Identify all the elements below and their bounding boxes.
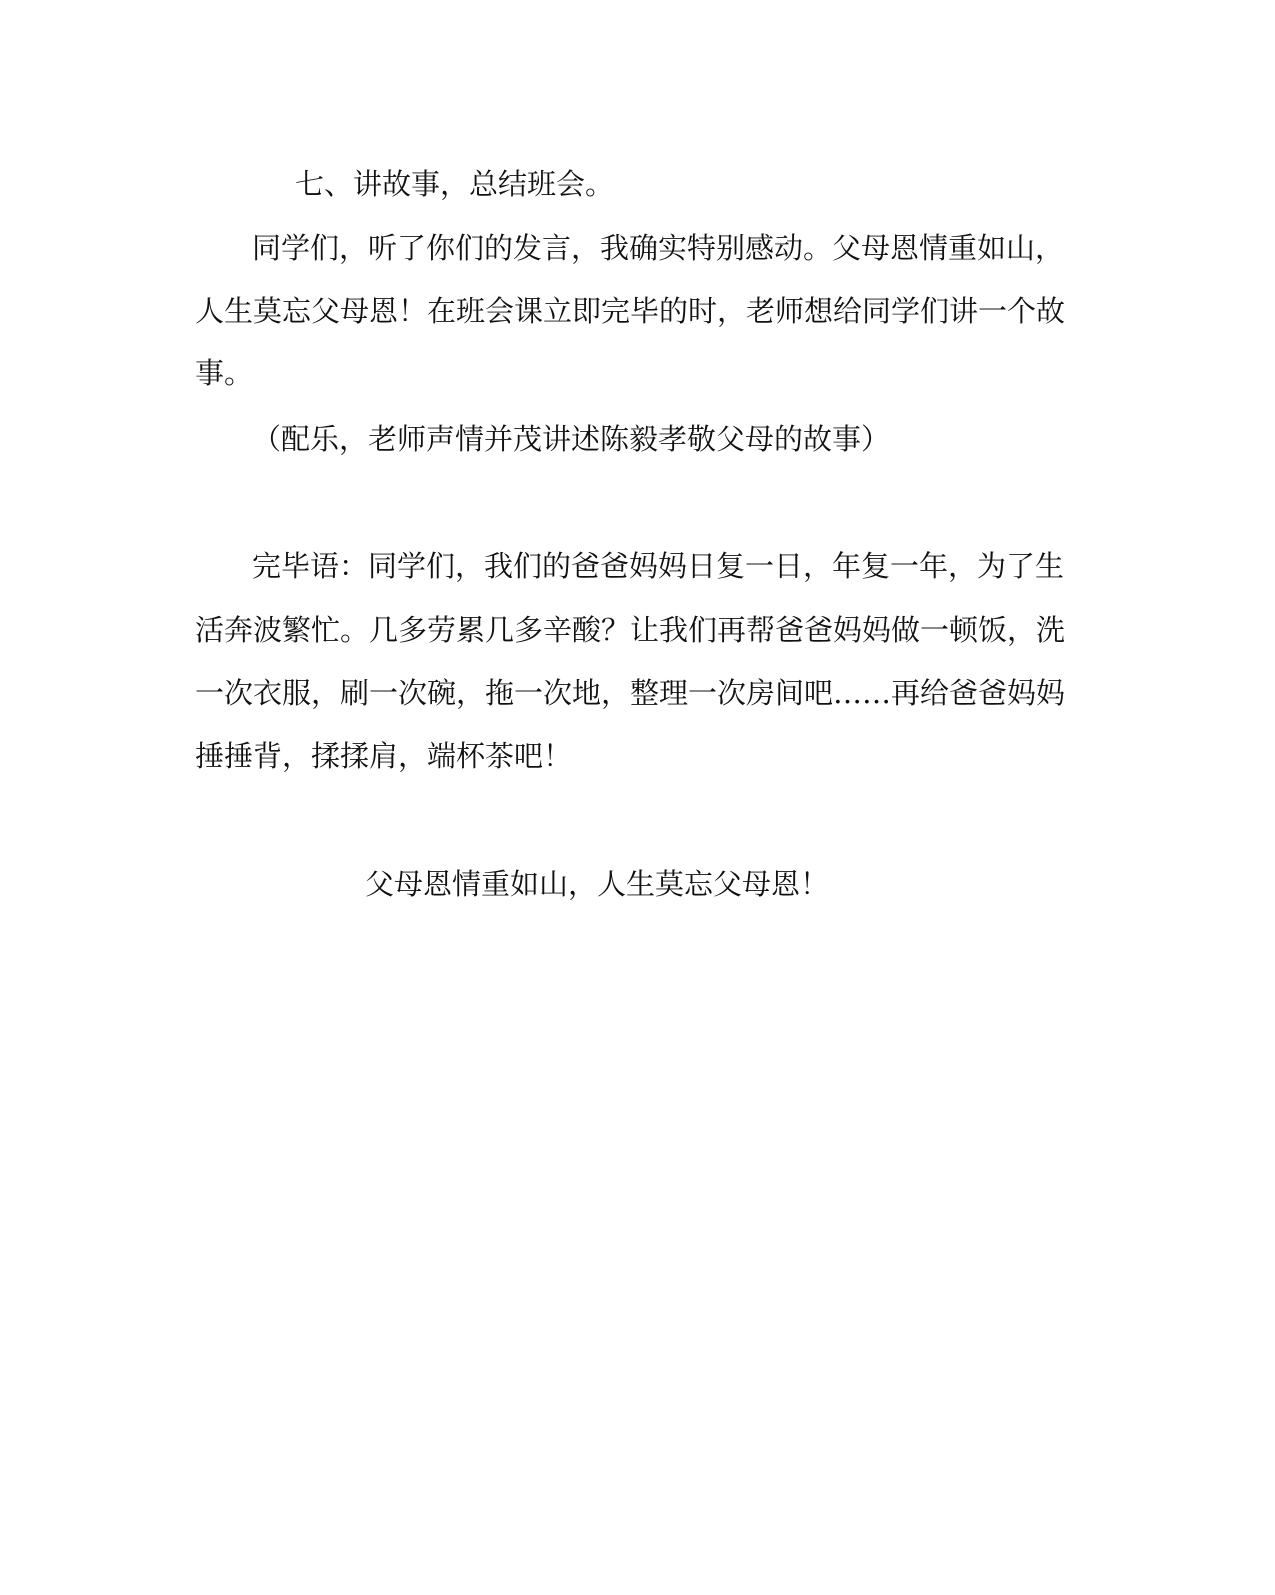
- paragraph-1-line-2: 人生莫忘父母恩！在班会课立即完毕的时，老师想给同学们讲一个故: [195, 294, 1066, 328]
- stage-note: （配乐，老师声情并茂讲述陈毅孝敬父母的故事）: [252, 422, 891, 456]
- closing-line: 父母恩情重如山，人生莫忘父母恩！: [365, 867, 830, 901]
- paragraph-2-line-1: 完毕语：同学们，我们的爸爸妈妈日复一日，年复一年，为了生: [252, 549, 1065, 583]
- paragraph-2-line-2: 活奔波繁忙。几多劳累几多辛酸？让我们再帮爸爸妈妈做一顿饭，洗: [195, 613, 1066, 647]
- paragraph-2-line-3: 一次衣服，刷一次碗，拖一次地，整理一次房间吧……再给爸爸妈妈: [195, 676, 1066, 710]
- section-heading: 七、讲故事，总结班会。: [295, 167, 615, 201]
- paragraph-1-line-3: 事。: [195, 356, 254, 390]
- paragraph-2-line-4: 捶捶背，揉揉肩，端杯茶吧！: [195, 739, 573, 773]
- paragraph-1-line-1: 同学们，听了你们的发言，我确实特别感动。父母恩情重如山，: [252, 231, 1065, 265]
